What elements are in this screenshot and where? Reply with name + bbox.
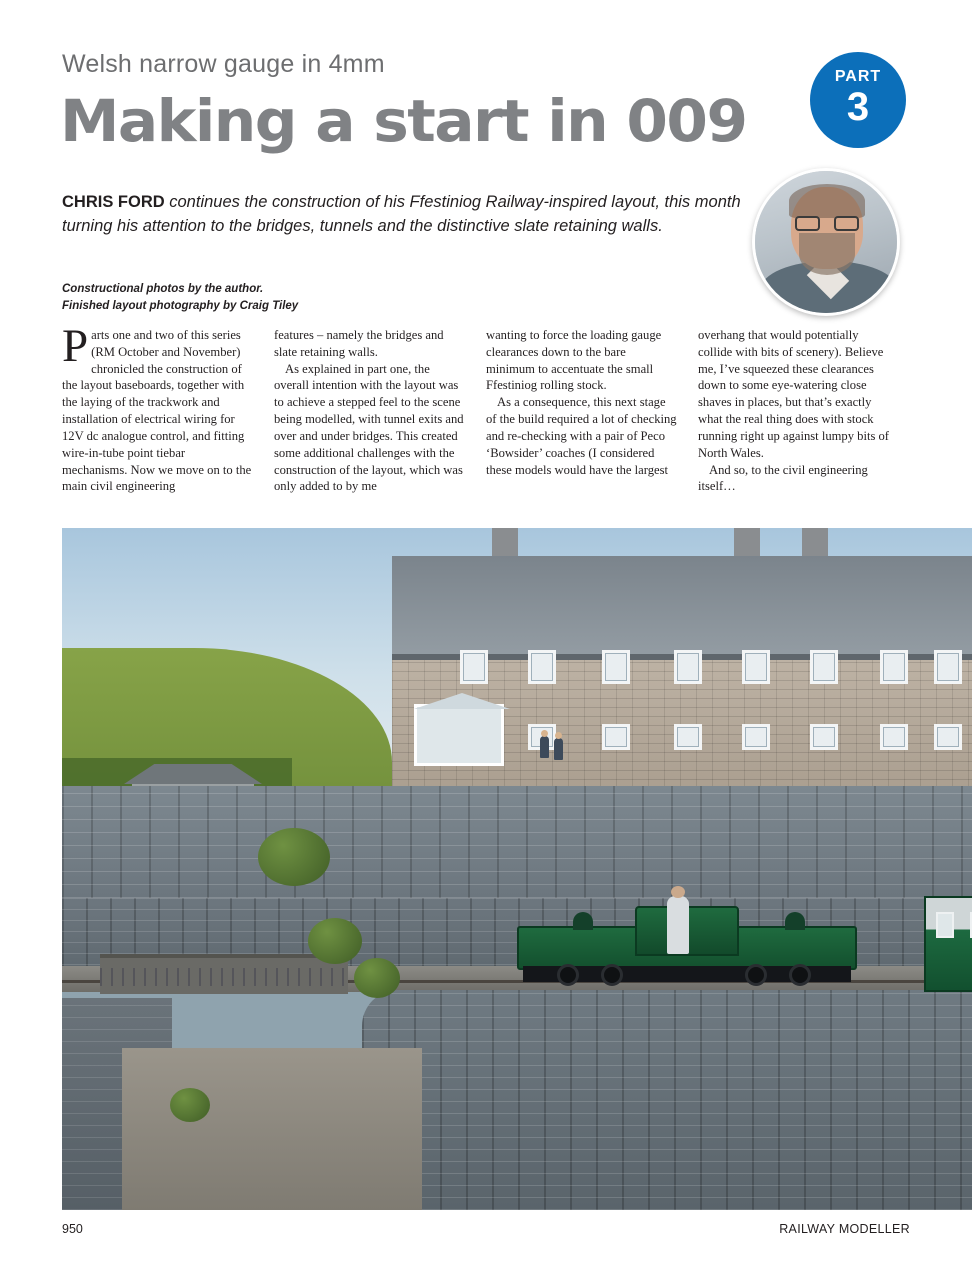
paragraph: And so, to the civil engineering itself… [698, 462, 868, 494]
photo-window [742, 650, 770, 684]
page-title: Making a start in 009 [60, 87, 747, 155]
portrait-hair [789, 184, 865, 218]
part-badge-number: 3 [846, 85, 870, 129]
paragraph: As explained in part one, the overall intention with the layout was to achieve a stepped feel to the scene being modelled, with tunnel exits and over and under bridges. This created some additional challenges with the construction of the layout, which was only added to by me [274, 361, 464, 494]
author-portrait [752, 168, 900, 316]
part-badge-word: PART [834, 68, 882, 85]
paragraph: wanting to force the loading gauge clearances down to the bare minimum to accentuate the small Ffestiniog rolling stock. [486, 328, 662, 393]
photo-bush [170, 1088, 210, 1122]
paragraph: overhang that would potentially collide with bits of scenery). Believe me, I’ve squeezed these clearances down to some eye-watering close shaves in places, but that’s exactly what the real thing does with stock running right up against lumpy bits of North Wales. [698, 328, 889, 460]
standfirst-text: continues the construction of his Ffestiniog Railway-inspired layout, this month turning his attention to the bridges, tunnels and the distinctive slate retaining walls. [62, 193, 741, 236]
photo-conservatory [414, 704, 504, 766]
portrait-beard [799, 233, 855, 275]
photo-window [934, 650, 962, 684]
article-column-3 [486, 327, 677, 512]
photo-slate-wall-upper [62, 786, 972, 898]
photo-window [880, 724, 908, 750]
photo-credit-line-1: Constructional photos by the author. [62, 283, 264, 295]
photo-window [880, 650, 908, 684]
photo-window [810, 724, 838, 750]
photo-window [460, 650, 488, 684]
loco-wheel [745, 964, 767, 986]
article-column-1 [62, 320, 253, 512]
page-number: 950 [62, 1222, 83, 1236]
photo-bush [354, 958, 400, 998]
drop-cap: P [62, 320, 89, 372]
glasses-icon [795, 216, 859, 231]
layout-photograph [62, 528, 972, 1210]
article-body [62, 320, 908, 512]
photo-window [810, 650, 838, 684]
part-badge [810, 52, 906, 148]
photo-cutting-floor [122, 1048, 422, 1210]
standfirst-author: CHRIS FORD [62, 193, 165, 211]
loco-wheel [557, 964, 579, 986]
photo-bush [258, 828, 330, 886]
photo-window [674, 650, 702, 684]
photo-window [528, 650, 556, 684]
standfirst [62, 190, 742, 239]
photo-window [934, 724, 962, 750]
photo-locomotive [517, 908, 857, 988]
loco-driver-figure [667, 896, 689, 954]
paragraph: features – namely the bridges and slate retaining walls. [274, 328, 444, 359]
loco-wheel [789, 964, 811, 986]
photo-credit-line-2: Finished layout photography by Craig Tiley [62, 299, 299, 312]
photo-bush [308, 918, 362, 964]
paragraph: As a consequence, this next stage of the build required a lot of checking and re-checking with a pair of Peco ‘Bowsider’ coaches (I considered these models would have the largest [486, 395, 677, 477]
paragraph [62, 320, 253, 495]
paragraph-text: arts one and two of this series (RM October and November) chronicled the construction of the layout baseboards, together with the laying of the trackwork and installation of electrical wiring for 12V dc analogue control, and fitting wire-in-tube point tiebar mechanisms. Now we move on to the main civil engineering [62, 328, 252, 494]
photo-chimney [802, 528, 828, 556]
loco-wheel [601, 964, 623, 986]
photo-window [602, 724, 630, 750]
loco-dome [573, 912, 593, 930]
publication-name: RAILWAY MODELLER [779, 1222, 910, 1236]
page-kicker: Welsh narrow gauge in 4mm [62, 50, 385, 78]
photo-credits [62, 281, 482, 314]
article-column-4 [698, 327, 889, 512]
loco-dome [785, 912, 805, 930]
photo-window [742, 724, 770, 750]
coach-window [936, 912, 954, 938]
photo-chimney [734, 528, 760, 556]
photo-window [674, 724, 702, 750]
photo-slate-wall-lower [362, 990, 972, 1210]
photo-house-roof [392, 556, 972, 660]
photo-figure [554, 738, 563, 760]
photo-figure [540, 736, 549, 758]
photo-window [602, 650, 630, 684]
photo-girder-bridge [100, 954, 348, 994]
photo-chimney [492, 528, 518, 556]
article-column-2 [274, 327, 465, 512]
photo-coach [924, 896, 972, 992]
